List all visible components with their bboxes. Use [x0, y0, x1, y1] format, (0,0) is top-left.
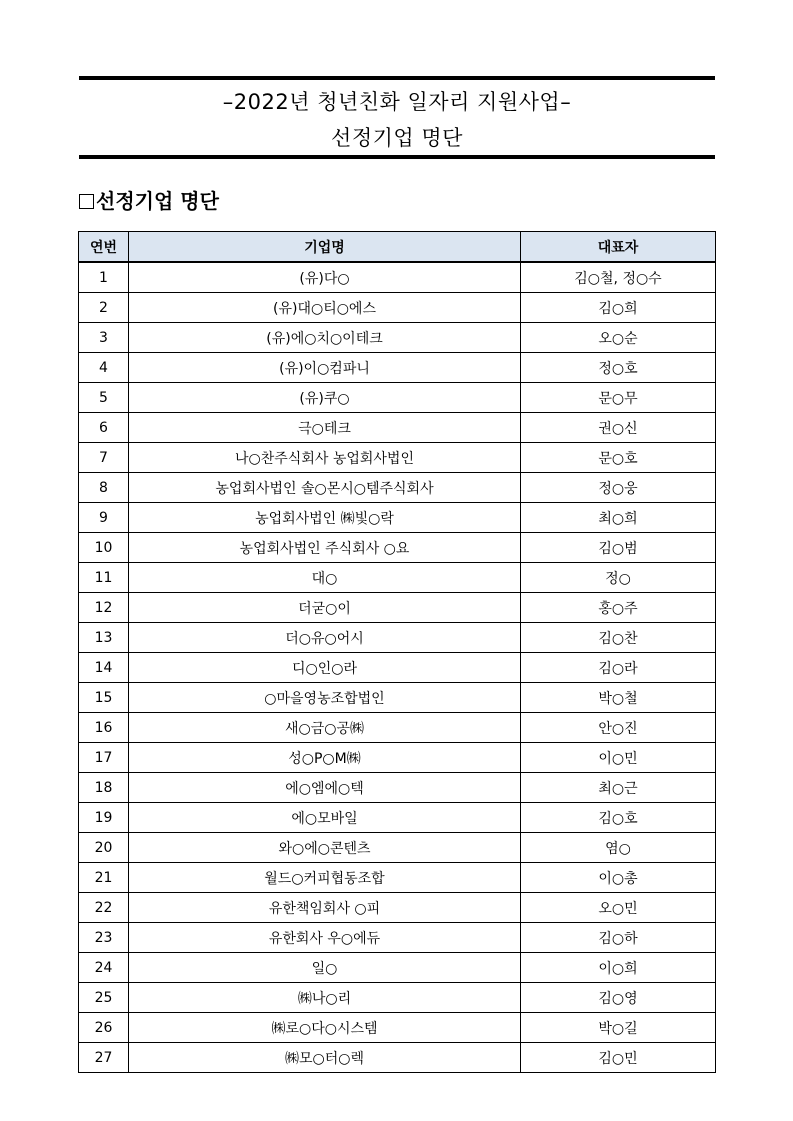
cell-representative: 김○철, 정○수 [521, 262, 716, 293]
table-row [79, 563, 716, 593]
cell-representative: 이○총 [521, 863, 716, 893]
cell-serial: 4 [79, 353, 129, 383]
table-row [79, 593, 716, 623]
cell-serial: 24 [79, 953, 129, 983]
table-row [79, 803, 716, 833]
table-row [79, 923, 716, 953]
table-row [79, 262, 716, 293]
table-row [79, 473, 716, 503]
cell-serial: 11 [79, 563, 129, 593]
cell-representative: 김○찬 [521, 623, 716, 653]
company-table [78, 231, 716, 1073]
section-heading [79, 188, 219, 214]
cell-serial: 7 [79, 443, 129, 473]
cell-representative: 정○ [521, 563, 716, 593]
cell-representative: 이○민 [521, 743, 716, 773]
cell-company: (유)에○치○이테크 [129, 323, 521, 353]
cell-representative: 김○범 [521, 533, 716, 563]
cell-serial: 17 [79, 743, 129, 773]
cell-representative: 김○하 [521, 923, 716, 953]
cell-serial: 20 [79, 833, 129, 863]
cell-company: 더굳○이 [129, 593, 521, 623]
cell-serial: 3 [79, 323, 129, 353]
cell-serial: 22 [79, 893, 129, 923]
header-company: 기업명 [129, 232, 521, 263]
table-header [79, 232, 716, 263]
cell-serial: 21 [79, 863, 129, 893]
title-line-2: 선정기업 명단 [331, 126, 463, 150]
cell-company: 유한책임회사 ○피 [129, 893, 521, 923]
cell-representative: 문○호 [521, 443, 716, 473]
table-row [79, 353, 716, 383]
cell-representative: 김○라 [521, 653, 716, 683]
cell-serial: 13 [79, 623, 129, 653]
cell-company: (유)다○ [129, 262, 521, 293]
table-row [79, 323, 716, 353]
cell-company: ㈱로○다○시스템 [129, 1013, 521, 1043]
cell-company: ○마을영농조합법인 [129, 683, 521, 713]
cell-serial: 5 [79, 383, 129, 413]
cell-representative: 이○희 [521, 953, 716, 983]
table-row [79, 443, 716, 473]
cell-company: (유)이○컴파니 [129, 353, 521, 383]
cell-serial: 8 [79, 473, 129, 503]
table-row [79, 623, 716, 653]
cell-company: 성○P○M㈱ [129, 743, 521, 773]
title-line-1: –2022년 청년친화 일자리 지원사업– [222, 90, 572, 114]
table-row [79, 983, 716, 1013]
cell-company: ㈱나○리 [129, 983, 521, 1013]
cell-serial: 9 [79, 503, 129, 533]
cell-serial: 26 [79, 1013, 129, 1043]
cell-serial: 6 [79, 413, 129, 443]
cell-company: 와○에○콘텐츠 [129, 833, 521, 863]
cell-representative: 문○무 [521, 383, 716, 413]
cell-representative: 박○철 [521, 683, 716, 713]
cell-company: 디○인○라 [129, 653, 521, 683]
cell-serial: 23 [79, 923, 129, 953]
cell-serial: 16 [79, 713, 129, 743]
cell-company: 유한회사 우○에듀 [129, 923, 521, 953]
header-representative: 대표자 [521, 232, 716, 263]
cell-company: 에○엠에○텍 [129, 773, 521, 803]
cell-serial: 19 [79, 803, 129, 833]
cell-company: 나○찬주식회사 농업회사법인 [129, 443, 521, 473]
table-row [79, 893, 716, 923]
cell-representative: 최○희 [521, 503, 716, 533]
cell-serial: 10 [79, 533, 129, 563]
table-row [79, 683, 716, 713]
title-box [79, 76, 715, 159]
table-row [79, 773, 716, 803]
table-row [79, 383, 716, 413]
table-row [79, 863, 716, 893]
table-row [79, 953, 716, 983]
cell-representative: 오○순 [521, 323, 716, 353]
header-row [79, 232, 716, 263]
cell-company: 월드○커피협동조합 [129, 863, 521, 893]
table-row [79, 653, 716, 683]
cell-serial: 14 [79, 653, 129, 683]
cell-company: 극○테크 [129, 413, 521, 443]
cell-representative: 정○웅 [521, 473, 716, 503]
cell-representative: 김○희 [521, 293, 716, 323]
table-body [79, 262, 716, 1073]
cell-serial: 27 [79, 1043, 129, 1073]
cell-representative: 김○호 [521, 803, 716, 833]
cell-serial: 15 [79, 683, 129, 713]
cell-serial: 12 [79, 593, 129, 623]
hollow-square-icon [79, 194, 94, 209]
cell-company: 농업회사법인 솔○몬시○템주식회사 [129, 473, 521, 503]
cell-representative: 염○ [521, 833, 716, 863]
cell-company: (유)대○티○에스 [129, 293, 521, 323]
cell-company: (유)쿠○ [129, 383, 521, 413]
table-row [79, 1013, 716, 1043]
cell-serial: 2 [79, 293, 129, 323]
header-serial: 연번 [79, 232, 129, 263]
table-row [79, 293, 716, 323]
cell-company: 농업회사법인 주식회사 ○요 [129, 533, 521, 563]
cell-representative: 권○신 [521, 413, 716, 443]
cell-representative: 홍○주 [521, 593, 716, 623]
table-row [79, 713, 716, 743]
cell-serial: 25 [79, 983, 129, 1013]
cell-representative: 박○길 [521, 1013, 716, 1043]
cell-representative: 안○진 [521, 713, 716, 743]
cell-representative: 오○민 [521, 893, 716, 923]
table-row [79, 743, 716, 773]
cell-company: 새○금○공㈱ [129, 713, 521, 743]
cell-company: 에○모바일 [129, 803, 521, 833]
table-row [79, 1043, 716, 1073]
cell-company: ㈱모○터○렉 [129, 1043, 521, 1073]
cell-representative: 김○영 [521, 983, 716, 1013]
section-heading-text: 선정기업 명단 [96, 189, 219, 213]
cell-representative: 최○근 [521, 773, 716, 803]
cell-company: 대○ [129, 563, 521, 593]
cell-serial: 18 [79, 773, 129, 803]
cell-representative: 김○민 [521, 1043, 716, 1073]
cell-company: 더○유○어시 [129, 623, 521, 653]
table-row [79, 503, 716, 533]
table-row [79, 413, 716, 443]
table-row [79, 533, 716, 563]
cell-representative: 정○호 [521, 353, 716, 383]
cell-company: 농업회사법인 ㈱빛○락 [129, 503, 521, 533]
table-row [79, 833, 716, 863]
cell-serial: 1 [79, 262, 129, 293]
cell-company: 일○ [129, 953, 521, 983]
